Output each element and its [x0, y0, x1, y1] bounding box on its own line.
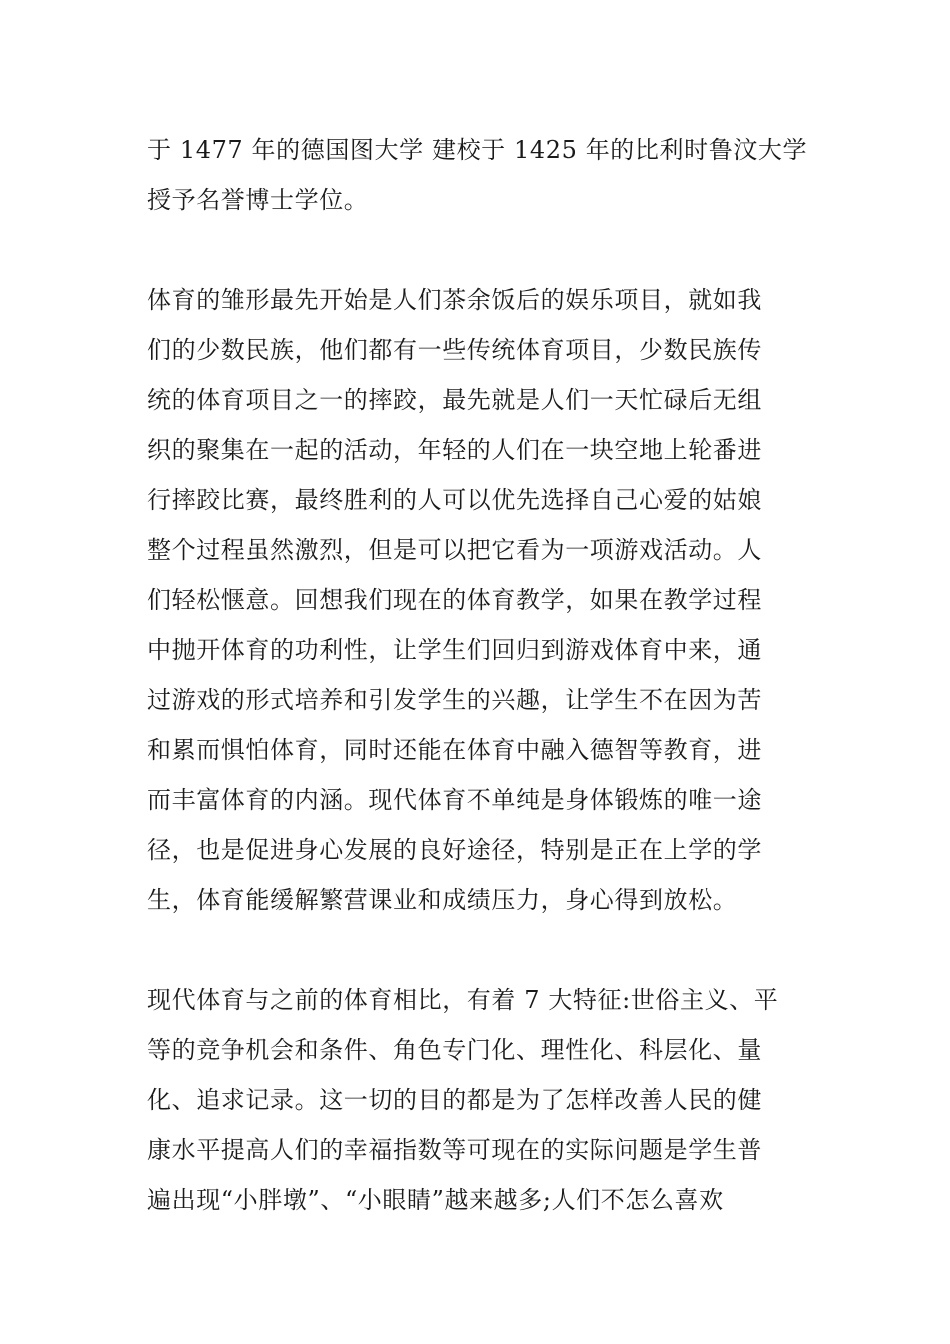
text-line: 体育的雏形最先开始是人们茶余饭后的娱乐项目，就如我 [147, 286, 762, 314]
text-line: 们轻松惬意。回想我们现在的体育教学，如果在教学过程 [147, 586, 762, 614]
text-line: 授予名誉博士学位。 [147, 186, 369, 214]
text-line: 于 1477 年的德国图大学 建校于 1425 年的比利时鲁汶大学 [147, 136, 808, 164]
text-line: 和累而惧怕体育，同时还能在体育中融入德智等教育，进 [147, 736, 762, 764]
text-line: 康水平提高人们的幸福指数等可现在的实际问题是学生普 [147, 1136, 762, 1164]
text-line: 遍出现“小胖墩”、“小眼睛”越来越多;人们不怎么喜欢 [147, 1186, 724, 1214]
text-line: 生，体育能缓解繁营课业和成绩压力，身心得到放松。 [147, 886, 738, 914]
text-line: 行摔跤比赛，最终胜利的人可以优先选择自己心爱的姑娘 [147, 486, 762, 514]
text-line: 们的少数民族，他们都有一些传统体育项目，少数民族传 [147, 336, 762, 364]
text-line: 径，也是促进身心发展的良好途径，特别是正在上学的学 [147, 836, 762, 864]
text-line: 统的体育项目之一的摔跤，最先就是人们一天忙碌后无组 [147, 386, 762, 414]
text-line: 中抛开体育的功利性，让学生们回归到游戏体育中来，通 [147, 636, 762, 664]
text-line: 等的竞争机会和条件、角色专门化、理性化、科层化、量 [147, 1036, 762, 1064]
text-line: 过游戏的形式培养和引发学生的兴趣，让学生不在因为苦 [147, 686, 762, 714]
text-line: 而丰富体育的内涵。现代体育不单纯是身体锻炼的唯一途 [147, 786, 762, 814]
text-line: 现代体育与之前的体育相比，有着 7 大特征:世俗主义、平 [147, 986, 779, 1014]
text-line: 织的聚集在一起的活动，年轻的人们在一块空地上轮番进 [147, 436, 762, 464]
text-line: 整个过程虽然激烈，但是可以把它看为一项游戏活动。人 [147, 536, 762, 564]
text-line: 化、追求记录。这一切的目的都是为了怎样改善人民的健 [147, 1086, 762, 1114]
